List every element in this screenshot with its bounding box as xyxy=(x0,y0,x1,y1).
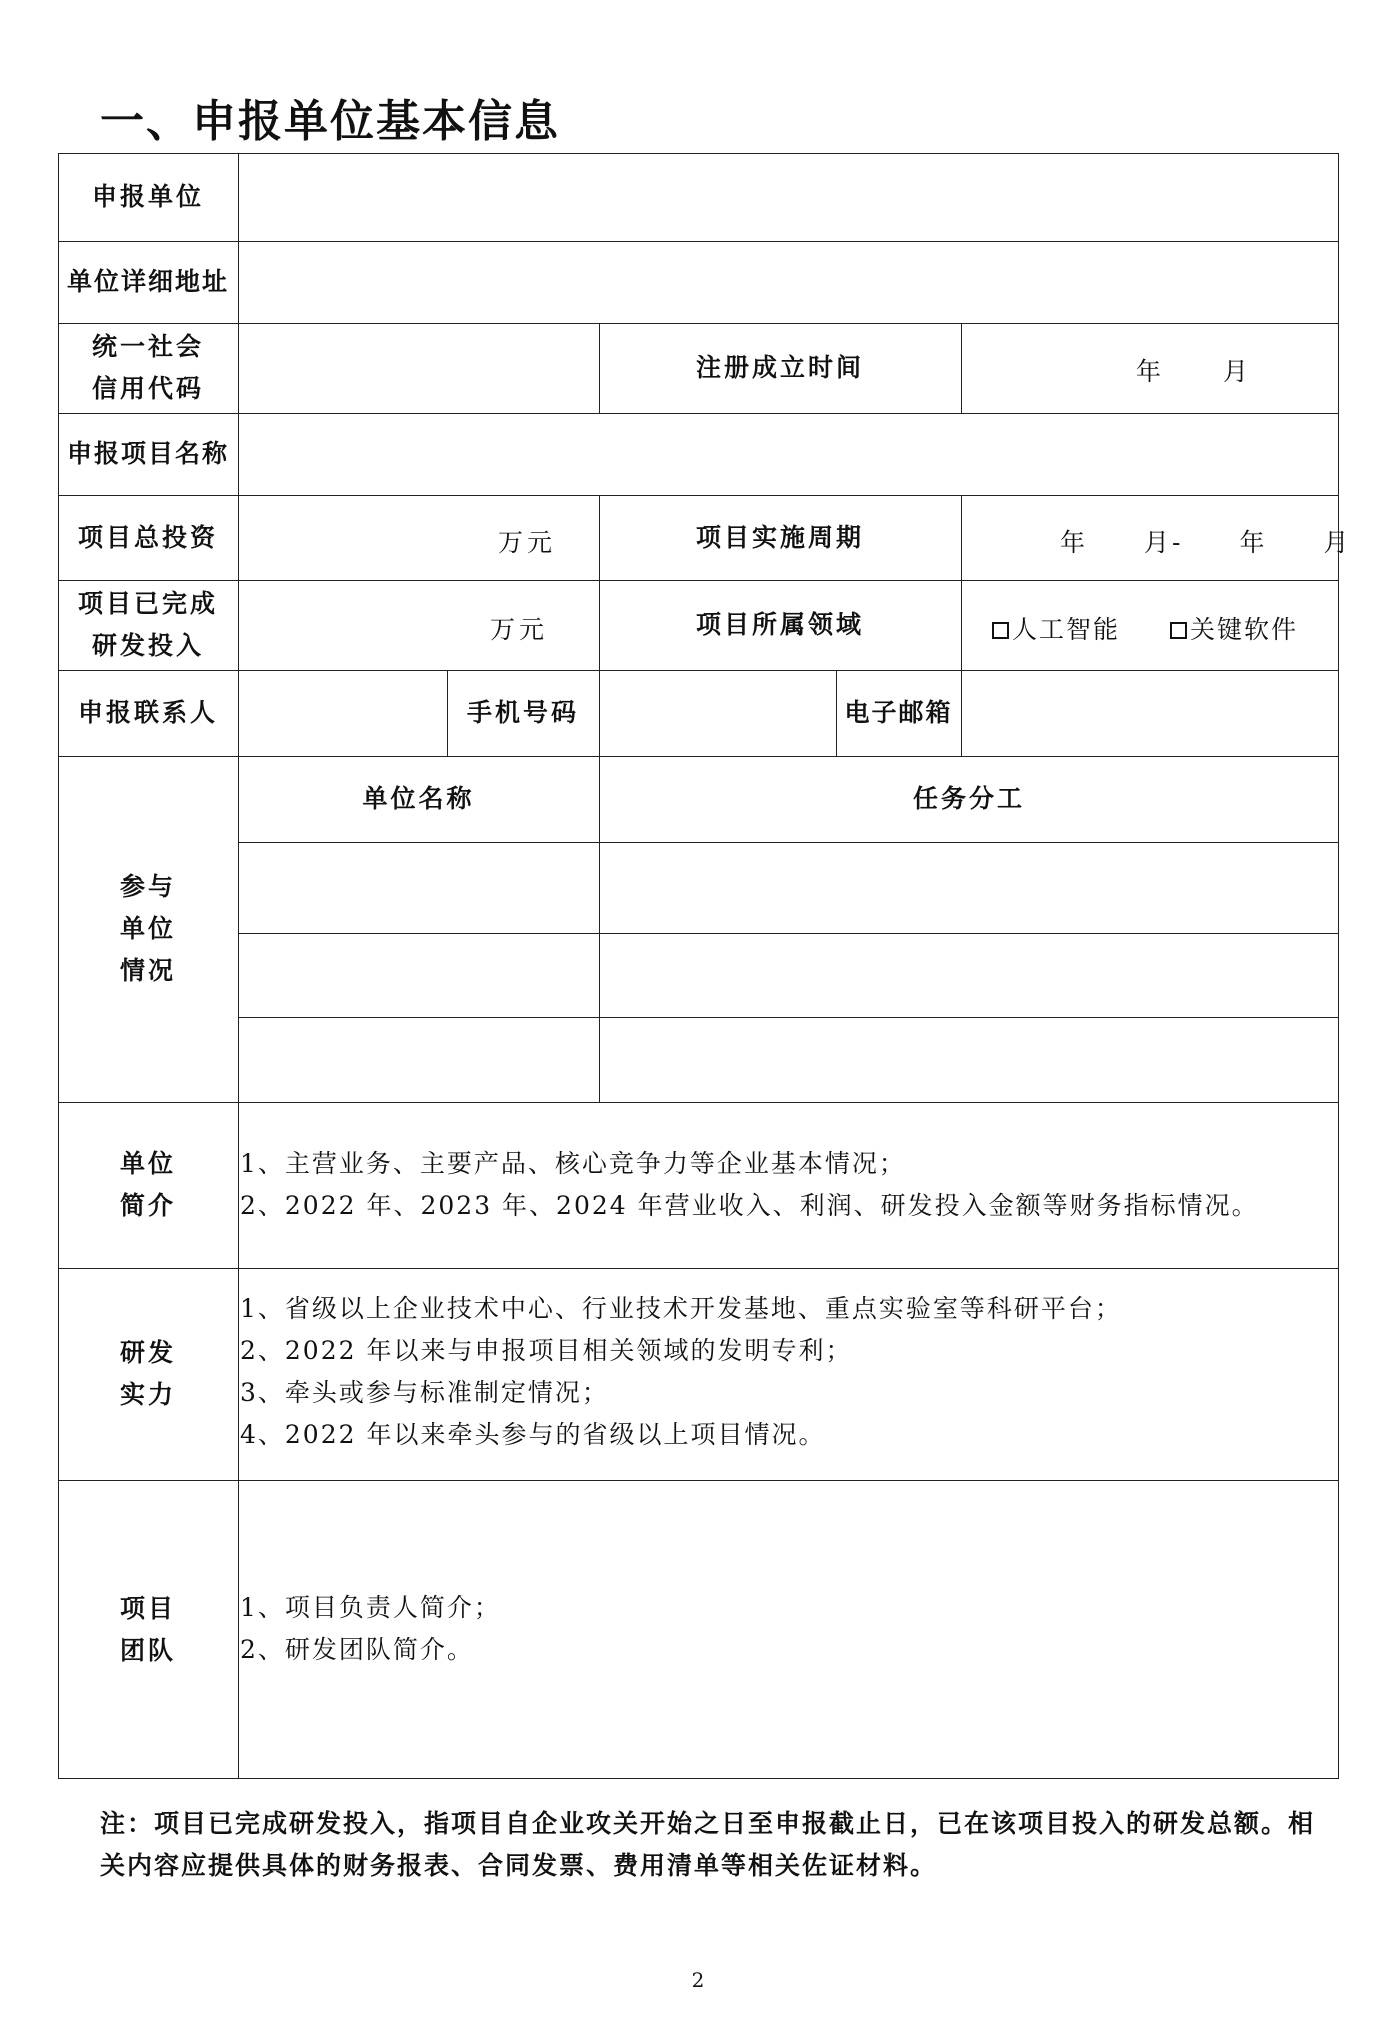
project-name-input[interactable] xyxy=(239,413,1339,495)
reg-time-value[interactable]: 年 月 xyxy=(1136,357,1253,386)
team-item: 2、研发团队简介。 xyxy=(240,1635,474,1664)
contact-label: 申报联系人 xyxy=(77,698,218,727)
participant-col-task: 任务分工 xyxy=(912,784,1025,813)
rd-item: 4、2022 年以来牵头参与的省级以上项目情况。 xyxy=(240,1420,826,1449)
team-item: 1、项目负责人简介； xyxy=(240,1593,501,1622)
participant-row-1-name[interactable] xyxy=(239,843,599,933)
project-name-label: 申报项目名称 xyxy=(66,439,229,468)
rd-item: 3、牵头或参与标准制定情况； xyxy=(240,1378,609,1407)
participant-row-1-task[interactable] xyxy=(600,843,1339,933)
checkbox-icon[interactable] xyxy=(1170,622,1187,639)
participant-row-3-name[interactable] xyxy=(239,1018,599,1102)
rd-label: 研发 实力 xyxy=(119,1338,176,1409)
credit-code-label: 统一社会 信用代码 xyxy=(91,332,204,403)
unit-label: 申报单位 xyxy=(91,182,204,211)
profile-item: 2、2022 年、2023 年、2024 年营业收入、利润、研发投入金额等财务指标情况。 xyxy=(240,1191,1259,1220)
participant-col-name: 单位名称 xyxy=(362,784,475,813)
profile-content[interactable] xyxy=(240,1143,1259,1227)
phone-label: 手机号码 xyxy=(466,698,579,727)
domain-option-ai[interactable]: 人工智能 xyxy=(992,610,1120,646)
phone-input[interactable] xyxy=(600,670,836,756)
completed-investment-unit: 万元 xyxy=(490,615,549,644)
domain-option-software[interactable]: 关键软件 xyxy=(1170,610,1298,646)
page-number: 2 xyxy=(691,1968,705,1992)
rd-item: 1、省级以上企业技术中心、行业技术开发基地、重点实验室等科研平台； xyxy=(240,1294,1122,1323)
domain-label: 项目所属领域 xyxy=(695,610,864,639)
profile-item: 1、主营业务、主要产品、核心竞争力等企业基本情况； xyxy=(240,1149,906,1178)
period-value[interactable]: 年 月- 年 月 xyxy=(1060,528,1352,557)
address-input[interactable] xyxy=(239,241,1339,323)
unit-input[interactable] xyxy=(239,153,1339,241)
participant-row-2-task[interactable] xyxy=(600,934,1339,1017)
rd-content[interactable] xyxy=(240,1288,1122,1456)
total-investment-unit: 万元 xyxy=(498,528,557,557)
completed-investment-label: 项目已完成 研发投入 xyxy=(77,589,218,660)
participants-label: 参与 单位 情况 xyxy=(119,872,176,985)
team-label: 项目 团队 xyxy=(119,1593,176,1665)
credit-code-input[interactable] xyxy=(239,323,599,413)
email-label: 电子邮箱 xyxy=(844,698,953,727)
contact-input[interactable] xyxy=(239,670,447,756)
team-content[interactable] xyxy=(240,1587,501,1671)
email-input[interactable] xyxy=(962,670,1339,756)
rd-item: 2、2022 年以来与申报项目相关领域的发明专利； xyxy=(240,1336,853,1365)
checkbox-icon[interactable] xyxy=(992,622,1009,639)
participant-row-2-name[interactable] xyxy=(239,934,599,1017)
participant-row-3-task[interactable] xyxy=(600,1018,1339,1102)
footnote: 注：项目已完成研发投入，指项目自企业攻关开始之日至申报截止日，已在该项目投入的研发总额。相关内容应提供具体的财务报表、合同发票、费用清单等相关佐证材料。 xyxy=(100,1809,1316,1880)
profile-label: 单位 简介 xyxy=(119,1149,176,1220)
period-label: 项目实施周期 xyxy=(695,522,864,552)
address-label: 单位详细地址 xyxy=(66,267,229,296)
reg-time-label: 注册成立时间 xyxy=(695,353,864,382)
total-investment-label: 项目总投资 xyxy=(77,522,218,552)
section-title: 一、申报单位基本信息 xyxy=(100,96,560,147)
